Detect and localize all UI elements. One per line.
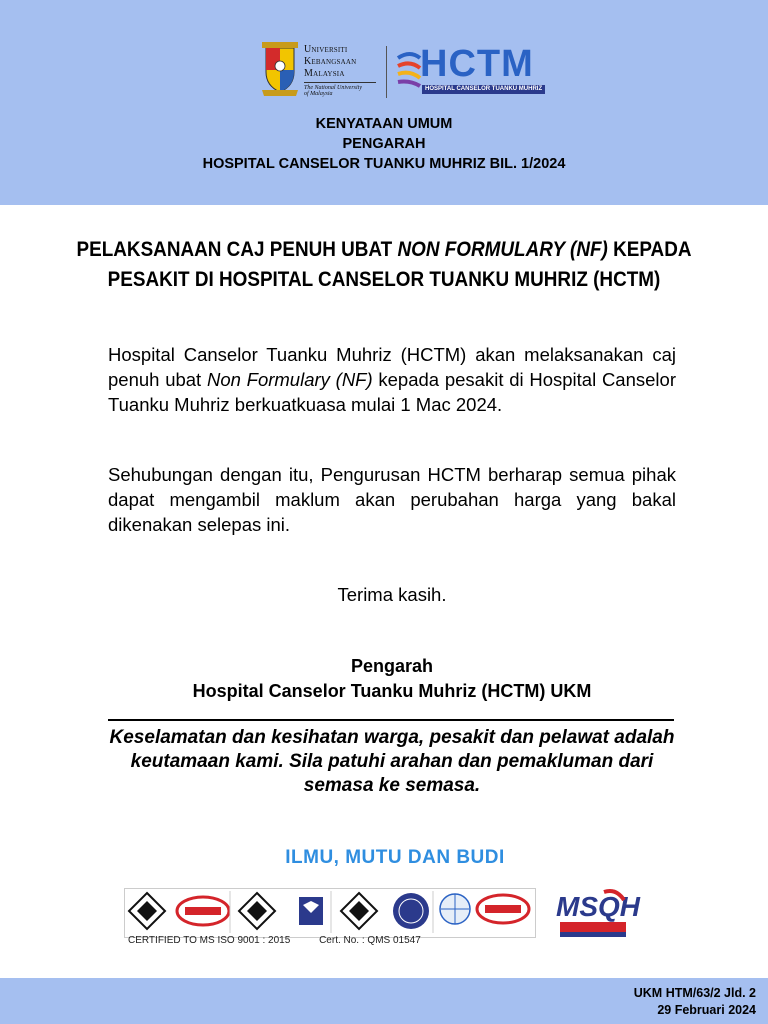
signature-block xyxy=(0,654,768,704)
ukm-crest-icon xyxy=(260,42,300,98)
sirim-quality-badge-1 xyxy=(129,893,165,929)
standards-badge-1 xyxy=(177,897,229,925)
ukm-tagline xyxy=(304,82,376,97)
ukm-tagline-2: of Malaysia xyxy=(304,91,333,97)
svg-text:MSQH: MSQH xyxy=(556,891,640,922)
signatory-title: Pengarah xyxy=(350,656,434,676)
logo-divider xyxy=(386,46,387,98)
title-italic: NON FORMULARY (NF) xyxy=(397,238,608,261)
cert-badges-icon xyxy=(125,889,535,935)
sirim-quality-badge-2 xyxy=(239,893,275,929)
certification-caption xyxy=(128,935,447,946)
statement-heading xyxy=(0,114,768,174)
closing-text: Terima kasih. xyxy=(337,584,447,605)
para1-part-2: kepada pesakit di Hospital Canselor Tuanku Muhriz berkuatkuasa mulai 1 Mac 2024. xyxy=(108,369,676,415)
divider-line xyxy=(108,719,674,721)
statement-issuer: PENGARAH xyxy=(342,136,426,152)
slogan: ILMU, MUTU DAN BUDI xyxy=(285,847,505,868)
hctm-subtitle: HOSPITAL CANSELOR TUANKU MUHRIZ xyxy=(422,85,545,94)
iqnet-badge xyxy=(393,893,429,929)
issue-date: 29 Februari 2024 xyxy=(657,1003,756,1017)
paragraph-1 xyxy=(108,342,676,417)
title-part-1: PELAKSANAAN CAJ PENUH UBAT xyxy=(76,238,398,261)
header-band xyxy=(0,0,768,205)
signatory-organisation: Hospital Canselor Tuanku Muhriz (HCTM) UKM xyxy=(192,681,592,701)
globe-badge xyxy=(440,894,470,924)
title-part-2: KEPADA PESAKIT DI HOSPITAL CANSELOR TUANKU MUHRIZ (HCTM) xyxy=(107,238,692,291)
hctm-wordmark: HCTM xyxy=(420,43,534,85)
certification-logos xyxy=(124,888,536,938)
statement-type: KENYATAAN UMUM xyxy=(315,116,453,132)
logo-group xyxy=(258,40,548,100)
statement-number: HOSPITAL CANSELOR TUANKU MUHRIZ BIL. 1/2024 xyxy=(202,156,566,172)
ukm-line-3: Malaysia xyxy=(304,68,345,79)
msqh-accreditation-icon xyxy=(554,886,644,938)
ukm-line-1: Universiti xyxy=(304,44,348,55)
ukm-line-2: Kebangsaan xyxy=(304,56,357,67)
paragraph-2: Sehubungan dengan itu, Pengurusan HCTM berharap semua pihak dapat mengambil maklum akan perubahan harga yang bakal dikenakan selepas ini. xyxy=(108,464,676,535)
iso-certification: CERTIFIED TO MS ISO 9001 : 2015 xyxy=(128,935,291,946)
footer-reference xyxy=(634,985,756,1019)
standards-badge-2 xyxy=(477,895,529,923)
certificate-number: Cert. No. : QMS 01547 xyxy=(319,935,421,946)
ukm-wordmark xyxy=(304,44,384,97)
para1-part-1: Hospital Canselor Tuanku Muhriz (HCTM) akan melaksanakan caj penuh ubat xyxy=(108,344,676,390)
para1-italic: Non Formulary (NF) xyxy=(206,369,373,390)
document-title xyxy=(74,235,693,295)
ukm-tagline-1: The National University xyxy=(304,85,362,91)
sirim-quality-badge-3 xyxy=(341,893,377,929)
motto-text: Keselamatan dan kesihatan warga, pesakit dan pelawat adalah keutamaan kami. Sila patuhi arahan dan pemakluman dari semasa ke semasa. xyxy=(109,727,675,796)
ukas-badge xyxy=(299,897,323,925)
reference-number: UKM HTM/63/2 Jld. 2 xyxy=(633,986,756,1000)
